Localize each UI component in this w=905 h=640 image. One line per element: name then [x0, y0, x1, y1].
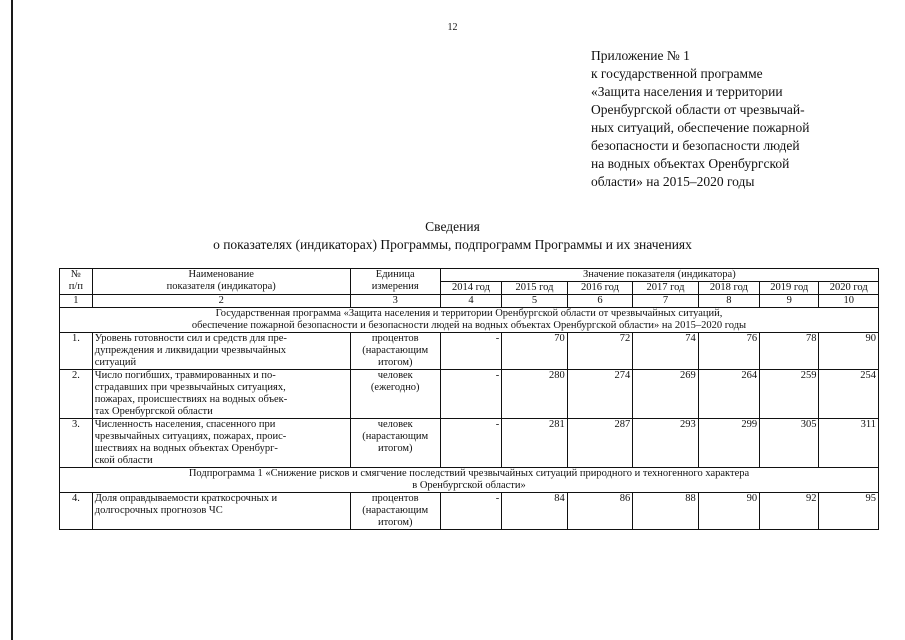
column-number: 7: [633, 295, 699, 308]
row-unit: [350, 333, 440, 370]
row-num: 4.: [60, 493, 93, 530]
row-name-line: пожарах, происшествиях на водных объек-: [94, 394, 288, 405]
appendix-line: к государственной программе: [591, 66, 763, 81]
section-row-program: [60, 308, 879, 333]
row-value-2017: 269: [633, 370, 699, 419]
row-name-line: страдавших при чрезвычайных ситуациях,: [94, 382, 286, 393]
section-row-subprogram: [60, 468, 879, 493]
row-value-2018: 90: [698, 493, 759, 530]
row-value-2020: 95: [819, 493, 879, 530]
row-value-2019: 78: [760, 333, 819, 370]
row-unit-line: итогом): [377, 443, 413, 454]
section-cell: [60, 308, 879, 333]
section-title-line: Государственная программа «Защита населения и территории Оренбургской области от чрезвычайных ситуаций,: [215, 308, 723, 319]
row-unit: [350, 419, 440, 468]
row-value-2017: 88: [633, 493, 699, 530]
header-year: 2015 год: [502, 282, 568, 295]
section-title-line: в Оренбургской области»: [412, 480, 526, 491]
column-number: 3: [350, 295, 440, 308]
section-cell: [60, 468, 879, 493]
row-name-line: Уровень готовности сил и средств для пре-: [94, 333, 287, 344]
header-name-label: Наименование: [188, 269, 254, 280]
row-unit-line: человек: [377, 419, 413, 430]
row-name-line: тах Оренбургской области: [94, 406, 213, 417]
row-value-2018: 76: [698, 333, 759, 370]
row-value-2018: 299: [698, 419, 759, 468]
row-name: [92, 333, 350, 370]
header-value-group: Значение показателя (индикатора): [440, 269, 878, 282]
table-row: [60, 333, 879, 370]
row-value-2015: 70: [502, 333, 568, 370]
row-name-line: Численность населения, спасенного при: [94, 419, 276, 430]
header-name-label: показателя (индикатора): [166, 281, 276, 292]
row-unit-line: (нарастающим: [362, 345, 429, 356]
column-number: 9: [760, 295, 819, 308]
row-unit-line: процентов: [371, 333, 419, 344]
header-year: 2018 год: [698, 282, 759, 295]
header-name-cell: [92, 269, 350, 295]
row-name-line: Число погибших, травмированных и по-: [94, 370, 276, 381]
header-year: 2019 год: [760, 282, 819, 295]
section-title-line: обеспечение пожарной безопасности и безопасности людей на водных объектах Оренбургской области» на 2015–2020 годы: [191, 320, 747, 331]
row-value-2015: 84: [502, 493, 568, 530]
document-title-line: Сведения: [425, 219, 480, 234]
row-unit-line: (ежегодно): [370, 382, 420, 393]
row-name-line: Доля оправдываемости краткосрочных и: [94, 493, 278, 504]
row-value-2014: -: [440, 493, 501, 530]
row-value-2017: 74: [633, 333, 699, 370]
column-number: 5: [502, 295, 568, 308]
row-num: 2.: [60, 370, 93, 419]
table-header-row: [60, 269, 879, 282]
column-number: 4: [440, 295, 501, 308]
row-value-2016: 86: [567, 493, 633, 530]
appendix-line: безопасности и безопасности людей: [591, 138, 800, 153]
row-name-line: дупреждения и ликвидации чрезвычайных: [94, 345, 287, 356]
row-num: 3.: [60, 419, 93, 468]
row-name-line: долгосрочных прогнозов ЧС: [94, 505, 223, 516]
table-row: [60, 419, 879, 468]
header-unit-label: измерения: [371, 281, 419, 292]
row-value-2014: -: [440, 419, 501, 468]
header-year: 2017 год: [633, 282, 699, 295]
section-title-line: Подпрограмма 1 «Снижение рисков и смягчение последствий чрезвычайных ситуаций природного и техногенного характера: [188, 468, 750, 479]
header-unit-cell: [350, 269, 440, 295]
appendix-line: на водных объектах Оренбургской: [591, 156, 790, 171]
row-name-line: ской области: [94, 455, 153, 466]
column-number: 6: [567, 295, 633, 308]
header-unit-label: Единица: [375, 269, 415, 280]
document-title: [0, 218, 905, 254]
table-row: [60, 370, 879, 419]
header-num-label: п/п: [68, 281, 83, 292]
row-name-line: чрезвычайных ситуациях, пожарах, проис-: [94, 431, 287, 442]
page-edge-line: [11, 0, 13, 640]
row-value-2014: -: [440, 333, 501, 370]
column-number: 2: [92, 295, 350, 308]
row-name: [92, 419, 350, 468]
row-value-2017: 293: [633, 419, 699, 468]
appendix-line: «Защита населения и территории: [591, 84, 783, 99]
row-value-2015: 280: [502, 370, 568, 419]
page-number: 12: [447, 22, 458, 33]
row-value-2020: 254: [819, 370, 879, 419]
row-value-2020: 90: [819, 333, 879, 370]
row-value-2019: 259: [760, 370, 819, 419]
header-num-label: №: [70, 269, 81, 280]
appendix-line: ных ситуаций, обеспечение пожарной: [591, 120, 810, 135]
header-year: 2016 год: [567, 282, 633, 295]
appendix-line: Оренбургской области от чрезвычай-: [591, 102, 805, 117]
appendix-block: [591, 47, 881, 191]
indicators-table: [59, 268, 879, 530]
document-subtitle-line: о показателях (индикаторах) Программы, подпрограмм Программы и их значениях: [213, 237, 692, 252]
table-row: [60, 493, 879, 530]
row-name-line: ситуаций: [94, 357, 137, 368]
row-unit-line: (нарастающим: [362, 431, 429, 442]
row-value-2014: -: [440, 370, 501, 419]
appendix-line: Приложение № 1: [591, 48, 690, 63]
header-year: 2020 год: [819, 282, 879, 295]
row-unit-line: итогом): [377, 517, 413, 528]
row-name-line: шествиях на водных объектах Оренбург-: [94, 443, 278, 454]
row-value-2015: 281: [502, 419, 568, 468]
row-name: [92, 493, 350, 530]
row-value-2020: 311: [819, 419, 879, 468]
column-number-row: [60, 295, 879, 308]
row-unit-line: человек: [377, 370, 413, 381]
row-unit-line: итогом): [377, 357, 413, 368]
row-value-2019: 305: [760, 419, 819, 468]
row-value-2016: 72: [567, 333, 633, 370]
header-num-cell: [60, 269, 93, 295]
column-number: 10: [819, 295, 879, 308]
row-value-2016: 274: [567, 370, 633, 419]
row-unit: [350, 370, 440, 419]
column-number: 1: [60, 295, 93, 308]
row-value-2016: 287: [567, 419, 633, 468]
row-unit: [350, 493, 440, 530]
appendix-line: области» на 2015–2020 годы: [591, 174, 755, 189]
column-number: 8: [698, 295, 759, 308]
row-unit-line: процентов: [371, 493, 419, 504]
row-value-2019: 92: [760, 493, 819, 530]
row-value-2018: 264: [698, 370, 759, 419]
row-name: [92, 370, 350, 419]
header-year: 2014 год: [440, 282, 501, 295]
row-unit-line: (нарастающим: [362, 505, 429, 516]
row-num: 1.: [60, 333, 93, 370]
